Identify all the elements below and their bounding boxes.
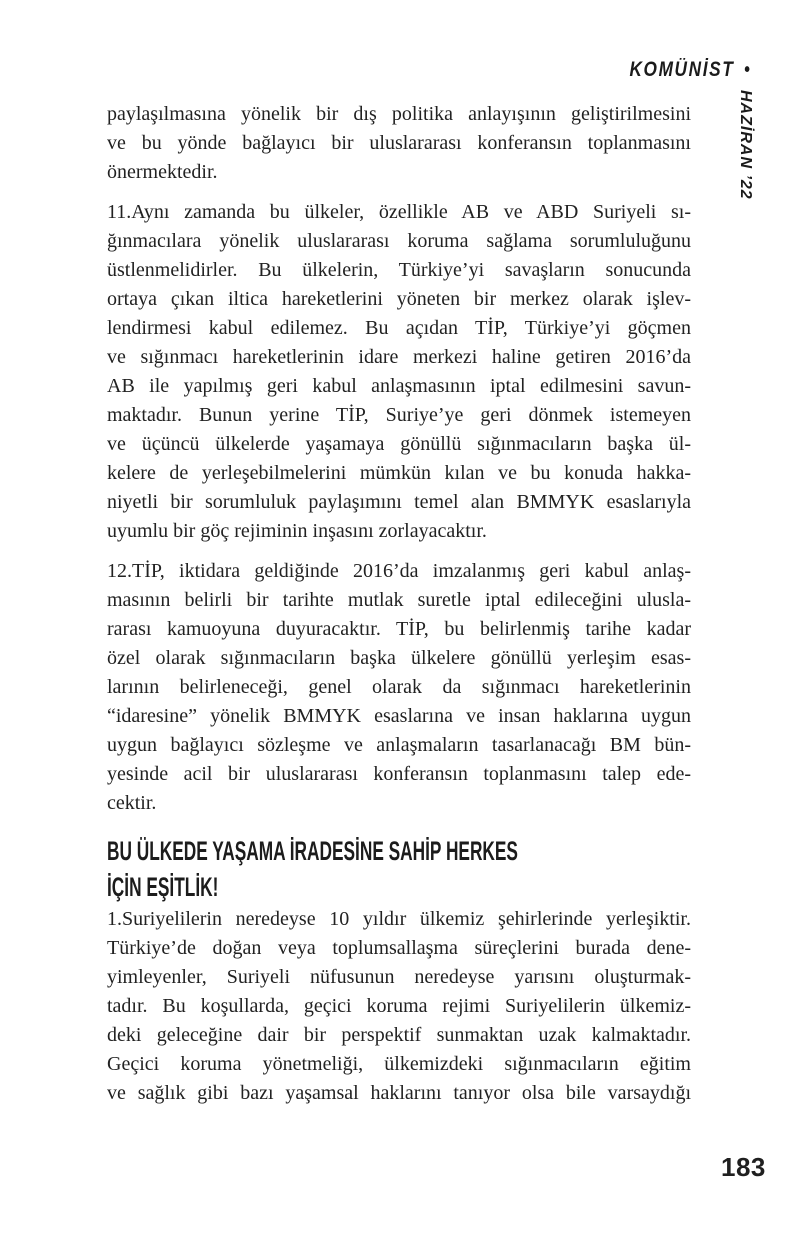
text-line: üstlenmelidirler. Bu ülkelerin, Türkiye’yi savaşların sonucunda	[107, 259, 691, 281]
text-line: cektir.	[107, 792, 157, 814]
text-line: lendirmesi kabul edilemez. Bu açıdan TİP, Türkiye’yi göçmen	[107, 317, 691, 339]
text-line: maktadır. Bunun yerine TİP, Suriye’ye geri dönmek istemeyen	[107, 404, 691, 426]
paragraph	[107, 557, 691, 818]
text-line: İÇİN EŞİTLİK!	[107, 872, 219, 902]
text-line: paylaşılmasına yönelik bir dış politika anlayışının geliştirilmesini	[107, 103, 691, 125]
text-line: kelere de yerleşebilmelerini mümkün kılan ve bu konuda hakka-	[107, 462, 691, 484]
text-line: Türkiye’de doğan veya toplumsallaşma süreçlerini burada dene-	[107, 937, 691, 959]
header-bullet-icon: •	[744, 58, 750, 81]
issue-date-vertical: HAZİRAN ’22	[737, 90, 754, 200]
text-line: niyetli bir sorumluluk paylaşımını temel alan BMMYK esaslarıyla	[107, 491, 691, 513]
paragraph	[107, 905, 691, 1108]
page-number: 183	[721, 1152, 766, 1182]
paragraph	[107, 100, 691, 187]
paragraph	[107, 198, 691, 546]
page-text-column	[107, 100, 691, 1119]
text-line: ve üçüncü ülkelerde yaşamaya gönüllü sığınmacıların başka ül-	[107, 433, 691, 455]
text-line: rarası kamuoyuna duyuracaktır. TİP, bu belirlenmiş tarihe kadar	[107, 618, 691, 640]
text-line: özel olarak sığınmacıların başka ülkelere gönüllü yerleşim esas-	[107, 647, 691, 669]
text-line: ve sağlık gibi bazı yaşamsal haklarını tanıyor olsa bile varsaydığı	[107, 1082, 691, 1104]
text-line: uygun bağlayıcı sözleşme ve anlaşmaların tasarlanacağı BM bün-	[107, 734, 691, 756]
text-line: 11.Aynı zamanda bu ülkeler, özellikle AB ve ABD Suriyeli sı-	[107, 201, 691, 223]
text-line: BU ÜLKEDE YAŞAMA İRADESİNE SAHİP HERKES	[107, 836, 518, 866]
text-line: ğınmacılara yönelik uluslararası koruma sağlama sorumluluğunu	[107, 230, 691, 252]
text-line: uyumlu bir göç rejiminin inşasını zorlayacaktır.	[107, 520, 487, 542]
text-line: 1.Suriyelilerin neredeyse 10 yıldır ülkemiz şehirlerinde yerleşiktir.	[107, 908, 691, 930]
text-line: “idaresine” yönelik BMMYK esaslarına ve insan haklarına uygun	[107, 705, 691, 727]
text-line: ve bu yönde bağlayıcı bir uluslararası konferansın toplanmasını	[107, 132, 691, 154]
text-line: önermektedir.	[107, 161, 218, 183]
text-line: 12.TİP, iktidara geldiğinde 2016’da imzalanmış geri kabul anlaş-	[107, 560, 691, 582]
text-line: masının belirli bir tarihte mutlak suretle iptal edileceğini ulusla-	[107, 589, 691, 611]
text-line: ve sığınmacı hareketlerinin idare merkezi haline getiren 2016’da	[107, 346, 691, 368]
text-line: Geçici koruma yönetmeliği, ülkemizdeki sığınmacıların eğitim	[107, 1053, 691, 1075]
text-line: yesinde acil bir uluslararası konferansın toplanmasını talep ede-	[107, 763, 691, 785]
text-line: tadır. Bu koşullarda, geçici koruma rejimi Suriyelilerin ülkemiz-	[107, 995, 691, 1017]
running-header	[629, 58, 750, 82]
text-line: deki geleceğine dair bir perspektif sunmaktan uzak kalmaktadır.	[107, 1024, 691, 1046]
text-line: AB ile yapılmış geri kabul anlaşmasının iptal edilmesini savun-	[107, 375, 691, 397]
text-line: ortaya çıkan iltica hareketlerini yöneten bir merkez olarak işlev-	[107, 288, 691, 310]
section-heading	[107, 833, 691, 905]
text-line: yimleyenler, Suriyeli nüfusunun neredeyse yarısını oluşturmak-	[107, 966, 691, 988]
journal-title: KOMÜNİST	[629, 58, 735, 81]
text-line: larının belirleneceği, genel olarak da sığınmacı hareketlerinin	[107, 676, 691, 698]
